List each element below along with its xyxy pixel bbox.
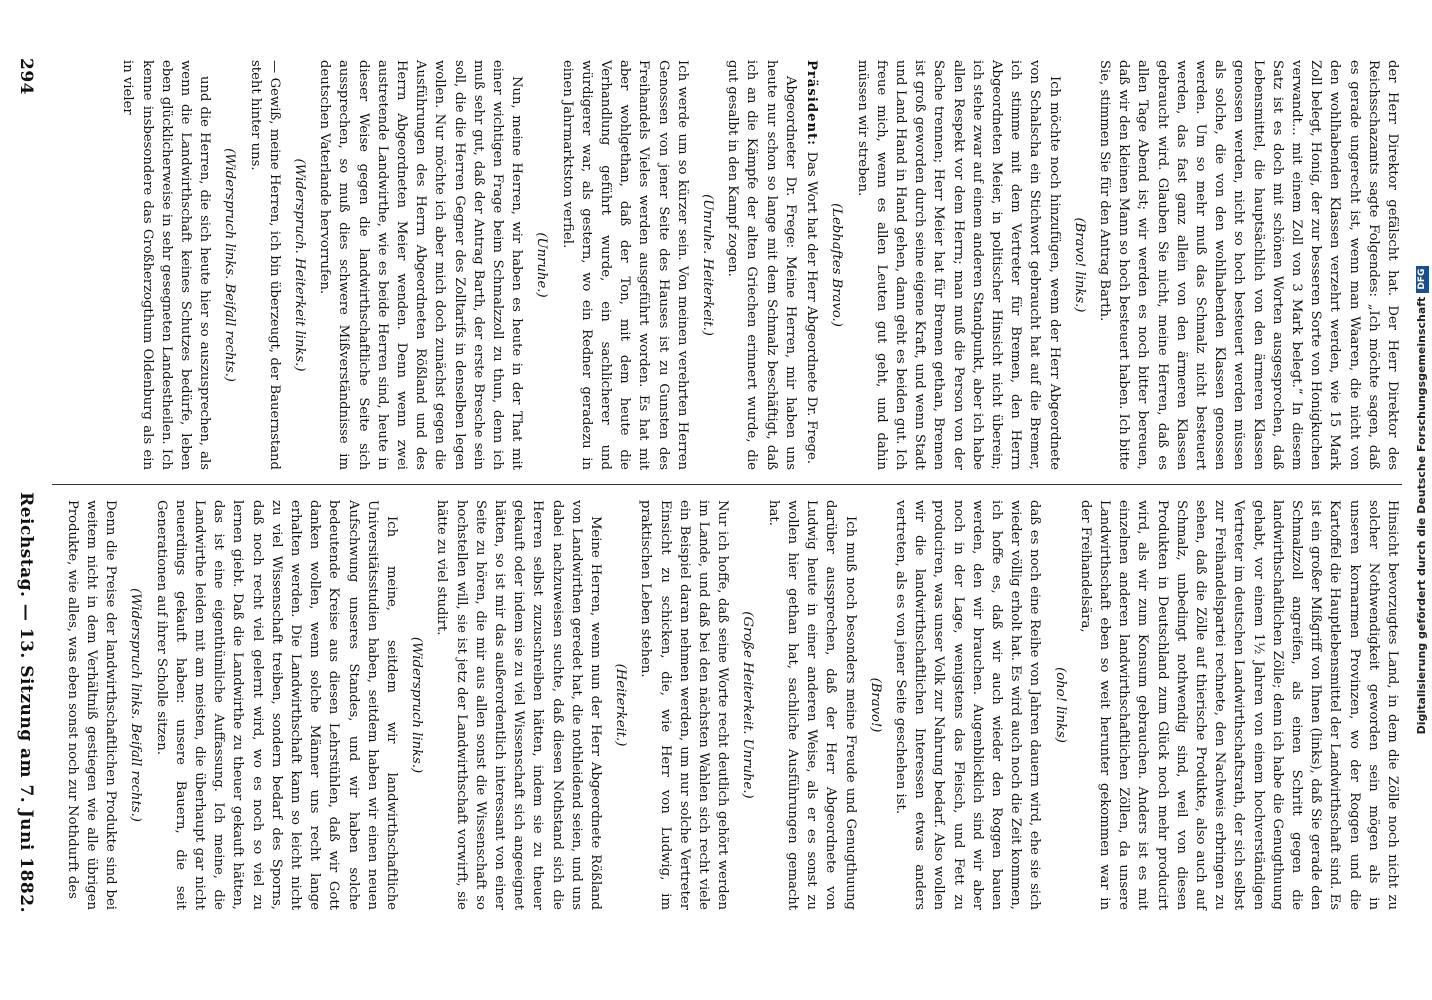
paragraph — [723, 60, 800, 470]
paragraph-text: (Widerspruch. Heiterkeit links.) — [292, 158, 308, 372]
paragraph — [891, 500, 1045, 910]
page-number: 294 — [16, 58, 36, 95]
paragraph — [315, 60, 526, 470]
paragraph-text: (Widerspruch links. Beifall rechts.) — [222, 148, 238, 382]
paragraph — [63, 500, 121, 910]
paragraph-text: Abgeordneter Dr. Frege: Meine Herren, mir haben uns heute nur schon so lange mit dem Schmalz beschäftigt, daß ich an die Kämpfe der alten Griechen erinnert wurde, die gut gesalbt in den Kampf zogen. — [725, 60, 798, 470]
paragraph-text: (Unruhe.) — [534, 232, 550, 298]
paragraph — [151, 500, 401, 910]
paragraph-text: Nur ich hoffe, daß seine Worte recht deutlich gehört werden im Lande, und daß bei den nächsten Wahlen sich recht viele ein Beispiel daran nehmen werden, um nur solche Vertreter Einsicht zu schicken, die, wie Herr von Ludwig, im praktischen Leben stehen. — [638, 500, 731, 910]
paragraph-text: (Heiterkeit.) — [613, 663, 629, 747]
credit-strip — [1412, 0, 1432, 1000]
paragraph — [636, 500, 732, 910]
paragraph — [245, 60, 283, 470]
interjection — [866, 500, 885, 910]
running-head — [14, 58, 38, 913]
paragraph-text: Ich muß noch besonders meine Freude und Genugthuung darüber aussprechen, daß der Herr Abgeordnete von Ludwig heute in einer anderen Weise, als er es sonst zu wollen hier gethan hat, sachliche Ausführungen gemacht hat. — [765, 500, 858, 910]
interjection — [698, 60, 717, 470]
paragraph-text: (Widerspruch links.) — [409, 636, 425, 774]
speaker-label: Präsident: — [804, 60, 820, 152]
paragraph-text: Ich möchte noch hinzufügen, wenn der Herr Abgeordnete von Schalscha ein Stichwort gebraucht hat auf die Bremer, ich stimme mit dem Vertreter für Bremen, den Herrn Abgeordneten Meier, in politischer Hinsicht nicht überein; ich stehe zwar auf einem anderen Standpunkt, aber ich habe allen Respekt vor dem Herrn; man muß die Person von der Sache trennen; Herr Meier hat für Bremen gethan, Bremen ist groß geworden durch seine eigene Kraft, und wenn Stadt und Land Hand in Hand gehen, dann geht es beiden gut. Ich freue mich, wenn es allen Leuten gut geht, und dahin müssen wir streben. — [854, 60, 1062, 470]
interjection — [126, 500, 145, 910]
dfg-logo: DFG — [1416, 266, 1429, 293]
interjection — [738, 500, 757, 910]
credit-text: Digitalisierung gefördert durch die Deutsche Forschungsgemeinschaft — [1415, 296, 1428, 735]
paragraph-text: der Herr Direktor gefälscht hat. Der Herr Direktor des Reichsschazamts sagte Folgendes: „Ich möchte sagen, daß es gerade ungerecht ist, wenn man Waaren, die nicht von den wohlhabenden Klassen verzehrt werden, wie 15 Mark Zoll belegt, Honig, der zur besseren Sorte von Honigkuchen verwandt... mit einem Zoll von 3 Mark belegt.“ In diesem Satz ist es doch mit schönen Worten ausgesprochen, daß Lebensmittel, die hauptsächlich von den ärmeren Klassen genossen werden, nicht so hoch besteuert werden müssen als solche, die von den wohlhabenden Klassen genossen werden. Um so mehr muß das Schmalz nicht besteuert werden, das fast ganz allein von den ärmeren Klassen gebraucht wird. Glauben Sie nicht, meine Herren, daß es allen Tage Abend ist; wir werden es noch bitter bereuen, daß wir den kleinen Mann so hoch besteuert haben. Ich bitte Sie, stimmen Sie für den Antrag Barth. — [1096, 60, 1400, 470]
interjection — [532, 60, 551, 470]
left-column — [50, 60, 1402, 470]
page-title: Reichstag. — 13. Sitzung am 7. Juni 1882. — [16, 492, 36, 913]
paragraph-text: Meine Herren, wenn nun der Herr Abgeordnete Rößland von Landwirthen geredet hat, die nothleidend seien, und uns dabei nachzuweisen suchte, daß diesen Nothstand sich die Herren selbst zuzuschreiben hätten, indem sie zu theuer gekauft oder indem sie zu viel Wissenschaft sich angeeignet hätten, so ist mir das außerordentlich interessant von einer Seite zu hören, die mir aus allen sonst die Wissenschaft so hochstellen will, sie ist jetz der Landwirthschaft vorwirft, sie hätte zu viel studirt. — [434, 500, 604, 910]
paragraph-text: (Lebhaftes Bravo.) — [829, 203, 845, 327]
interjection — [611, 500, 630, 910]
paragraph-text: — Gewiß, meine Herren, ich bin überzeugt, der Bauernstand steht hinter uns. — [247, 60, 282, 470]
paragraph — [852, 60, 1063, 470]
paragraph — [802, 60, 821, 470]
paragraph-text: Ich werde um so kürzer sein. Von meinen verehrten Herren Genossen von jener Seite des Hauses ist zu Gunsten des Freihandels Vieles werden ausgeführt worden. Es hat mit aber wohlgethan, daß der Ton, mit dem heute die Verhandlung geführt wurde, ein sachlicherer und würdigerer war, als gestern, wo ein Redner geradezu in einen Jahrmarktston verfiel. — [559, 60, 690, 470]
paragraph-text: Das Wort hat der Herr Abgeordnete Dr. Frege. — [804, 151, 820, 465]
paragraph-text: (Unruhe. Heiterkeit.) — [700, 194, 716, 336]
column-rule — [52, 484, 1402, 485]
interjection — [407, 500, 426, 910]
paragraph-text: Denn die Preise der landwirthschaftlichen Produkte sind bei weitem nicht in dem Verhältniß gestiegen wie alle übrigen Produkte, wie alles, was eben sonst noch zur Nothdurft des — [64, 500, 119, 910]
interjection — [1070, 60, 1089, 470]
paragraph-text: (Bravo! links.) — [1071, 217, 1087, 313]
paragraph-text: (oho! links) — [1052, 667, 1068, 743]
paragraph — [118, 60, 214, 470]
paragraph-text: Nun, meine Herren, wir haben es heute in der That mit einer wichtigen Frage beim Schmalzzoll zu thun, denn ich muß sehr gut, daß der Antrag Barth, der erste Bresche sein soll, die die Herren Gegner des Zolltarifs in denselben legen wollen. Nur möchte ich aber mich doch zunächst gegen die Ausführungen des Herrn Abgeordneten Rößland und des Herrn Abgeordneten Meier wenden. Denn wenn zwei austretende Landwirthe, wie es beide Herren sind, heute in dieser Weise gegen die landwirthschaftliche Seite sich aussprechen, so muß dies schwere Mißverständnisse im deutschen Vaterlande hervorrufen. — [317, 60, 525, 470]
paragraph-text: (Große Heiterkeit. Unruhe.) — [740, 611, 756, 799]
paragraph — [432, 500, 605, 910]
right-column — [50, 500, 1402, 910]
paragraph — [764, 500, 860, 910]
paragraph-text: daß es noch eine Reihe von Jahren dauern wird, ehe sie sich wieder völlig erholt hat. Es wird auch noch die Zeit kommen, ich hoffe es, daß wir auch wieder den Roggen bauen werden, den wir brauchen. Augenblicklich sind wir aber noch in der Lage, wenigstens das Fleisch, und Fett zu produciren, was unser Volk zur Nahrung bedarf. Also wollen wir die landwirthschaftlichen Interessen etwas anders vertreten, als es von jener Seite geschehen ist. — [892, 500, 1043, 910]
interjection — [827, 60, 846, 470]
interjection — [1050, 500, 1069, 910]
paragraph — [557, 60, 691, 470]
paragraph-text: (Bravo!) — [867, 677, 883, 733]
interjection — [220, 60, 239, 470]
paragraph-text: und die Herren, die sich heute hier so auszusprechen, als wenn die Landwirthschaft keines Schutzes bedürfe, leben eben glücklicherweise in sehr gesegneten Landestheilen. Ich kenne insbesondere das Großherzogthum Oldenburg als ein in vieler — [120, 60, 213, 470]
paragraph — [1095, 60, 1402, 470]
paragraph-text: (Widerspruch links. Beifall rechts.) — [128, 588, 144, 822]
interjection — [290, 60, 309, 470]
paragraph — [1076, 500, 1402, 910]
paragraph-text: Ich meine, seitdem wir landwirthschaftliche Universitätsstudien haben, seitdem haben wir einen neuen Aufschwung unseres Standes, und wir haben solche bedeutende Kreise aus diesen Lehrstühlen, daß wir Gott danken wollen, wenn solche Männer uns recht lange erhalten werden. Die Landwirthschaft kann so leicht nicht zu viel Wissenschaft treiben, sondern bedarf des Sporns, daß noch recht viel gelernt wird, wo es noch so viel zu lernen giebt. Daß die Landwirthe zu theuer gekauft hätten, das ist eine eigenthümliche Auffassung. Ich meine, die Landwirthe leiden mit am meisten, die überhaupt gar nicht neuerdings gekauft haben: unsere Bauern, die seit Generationen auf ihrer Scholle sitzen. — [153, 500, 400, 910]
paragraph-text: Hinsicht bevorzugtes Land, in dem die Zölle noch nicht zu solcher Nothwendigkeit geworden sein mögen als in unseren kornarmen Provinzen, wo der Roggen und die Kartoffel die Hauptlebensmittel der Landwirthschaft sind. Es ist ein großer Mißgriff von Ihnen (links), daß Sie gerade den Schmalzzoll angreifen, als einen Schritt gegen die landwirthschaftlichen Zölle; denn ich habe die Genugthuung gehabt, vor einem 1½ Jahren von einem hochverständigen Vertreter im deutschen Landwirthschaftsrath, der sich selbst zur Freihandelspartei rechnete, den Nachweis erbringen zu sehen, daß die Zölle auf thierische Produkte, also auch auf Schmalz, unbedingt nothwendig sind, weil von diesen Produkten in Deutschland zum Glück noch mehr producirt wird, als wir zum Konsum gebrauchen. Anders ist es mit einzelnen anderen landwirthschaftlichen Zöllen, da unsere Landwirthschaft eben so weit herunter gekommen war in der Freihandelsära, — [1077, 500, 1400, 910]
